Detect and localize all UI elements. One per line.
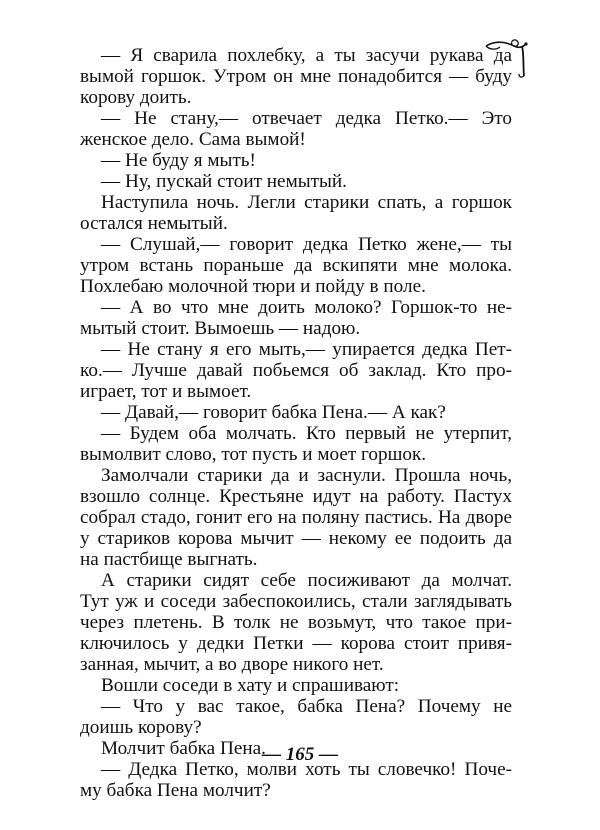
text-line: А старики сидят себе посиживают да молчат.	[101, 570, 512, 591]
text-line: — Не стану,— отвечает дедка Петко.— Это	[101, 108, 512, 129]
text-line: Наступила ночь. Легли старики спать, а горшок	[101, 192, 512, 213]
body-text	[80, 45, 512, 801]
text-line: — Слушай,— говорит дедка Петко жене,— ты	[101, 234, 512, 255]
text-line: Молчит бабка Пена.	[101, 738, 266, 759]
text-line: остался немытый.	[80, 213, 228, 234]
text-line: — Будем оба молчать. Кто первый не утерпит,	[101, 423, 512, 444]
text-line: — А во что мне доить молоко? Горшок-то не-	[101, 297, 512, 318]
text-line: ко.— Лучше давай побьемся об заклад. Кто про-	[80, 360, 512, 381]
text-line: Тут уж и соседи забеспокоились, стали заглядывать	[80, 591, 512, 612]
page-number: — 165 —	[262, 744, 338, 765]
text-line: у стариков корова мычит — некому ее подоить да	[80, 528, 512, 549]
text-line: женское дело. Сама вымой!	[80, 129, 306, 150]
text-line: на пастбище выгнать.	[80, 549, 258, 570]
text-line: ключилось у дедки Петки — корова стоит привя-	[80, 633, 512, 654]
text-line: — Что у вас такое, бабка Пена? Почему не	[101, 696, 512, 717]
text-line: — Дедка Петко, молви хоть ты словечко! Поче-	[101, 759, 512, 780]
text-line: занная, мычит, а во дворе никого нет.	[80, 654, 384, 675]
text-line: доишь корову?	[80, 717, 202, 738]
text-line: взошло солнце. Крестьяне идут на работу. Пастух	[80, 486, 512, 507]
text-line: Похлебаю молочной тюри и пойду в поле.	[80, 276, 426, 297]
text-line: — Не буду я мыть!	[101, 150, 256, 171]
text-line: собрал стадо, гонит его на поляну пастись. На дворе	[80, 507, 512, 528]
text-line: вымой горшок. Утром он мне понадобится — буду	[80, 66, 512, 87]
text-line: утром встань пораньше да вскипяти мне молока.	[80, 255, 512, 276]
text-line: мытый стоит. Вымоешь — надою.	[80, 318, 361, 339]
text-line: через плетень. В толк не возьмут, что такое при-	[80, 612, 512, 633]
text-line: — Не стану я его мыть,— упирается дедка Пет-	[101, 339, 512, 360]
text-line: вымолвит слово, тот пусть и моет горшок.	[80, 444, 427, 465]
text-line: играет, тот и вымоет.	[80, 381, 252, 402]
text-line: — Давай,— говорит бабка Пена.— А как?	[101, 402, 446, 423]
text-line: — Я сварила похлебку, а ты засучи рукава да	[101, 45, 512, 66]
text-line: Замолчали старики да и заснули. Прошла ночь,	[101, 465, 512, 486]
text-line: му бабка Пена молчит?	[80, 780, 271, 801]
text-line: корову доить.	[80, 87, 192, 108]
text-line: — Ну, пускай стоит немытый.	[101, 171, 347, 192]
text-line: Вошли соседи в хату и спрашивают:	[101, 675, 400, 696]
